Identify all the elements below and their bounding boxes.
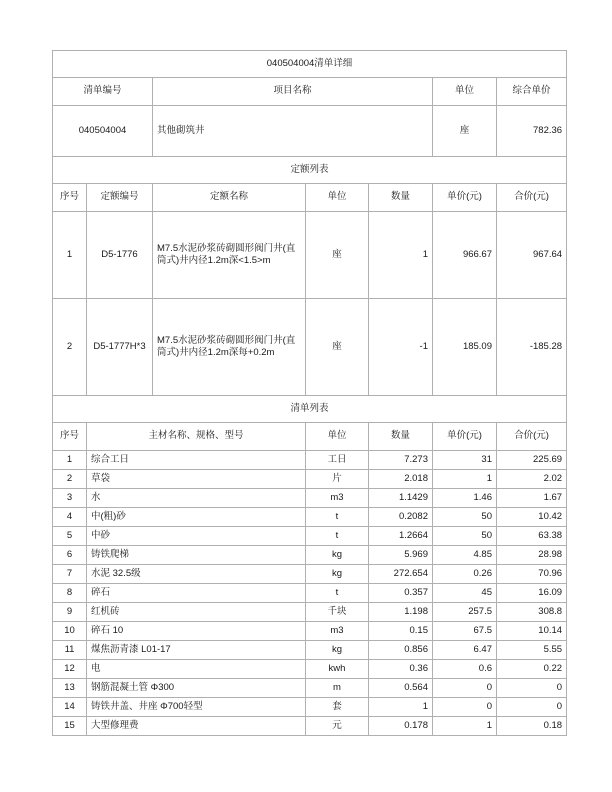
summary-header-name: 项目名称 xyxy=(153,78,433,106)
item-qty: 0.36 xyxy=(369,660,433,679)
table-row xyxy=(53,546,567,565)
item-unit: m3 xyxy=(306,489,369,508)
item-no: 1 xyxy=(53,451,87,470)
quota-header-code: 定额编号 xyxy=(87,184,153,212)
item-unit: m xyxy=(306,679,369,698)
item-name: 草袋 xyxy=(87,470,306,489)
item-name: 碎石 10 xyxy=(87,622,306,641)
item-total: 5.55 xyxy=(497,641,567,660)
document-title: 040504004清单详细 xyxy=(53,51,567,78)
item-name: 水 xyxy=(87,489,306,508)
quota-no: 2 xyxy=(53,299,87,396)
table-row xyxy=(53,527,567,546)
item-no: 3 xyxy=(53,489,87,508)
item-no: 9 xyxy=(53,603,87,622)
quota-unit: 座 xyxy=(306,299,369,396)
item-total: 10.14 xyxy=(497,622,567,641)
summary-data-row xyxy=(53,106,567,157)
item-price: 50 xyxy=(433,508,497,527)
summary-header-row xyxy=(53,78,567,106)
item-qty: 0.2082 xyxy=(369,508,433,527)
list-header-price: 单价(元) xyxy=(433,423,497,451)
quota-header-qty: 数量 xyxy=(369,184,433,212)
item-qty: 1.2664 xyxy=(369,527,433,546)
table-row xyxy=(53,489,567,508)
item-qty: 5.969 xyxy=(369,546,433,565)
table-row xyxy=(53,698,567,717)
list-header-name: 主材名称、规格、型号 xyxy=(87,423,306,451)
table-row xyxy=(53,603,567,622)
item-qty: 0.178 xyxy=(369,717,433,736)
table-body xyxy=(53,51,567,736)
item-name: 综合工日 xyxy=(87,451,306,470)
item-price: 31 xyxy=(433,451,497,470)
quota-qty: 1 xyxy=(369,212,433,299)
item-price: 6.47 xyxy=(433,641,497,660)
summary-unit-price: 782.36 xyxy=(497,106,567,157)
table-row xyxy=(53,641,567,660)
item-unit: 套 xyxy=(306,698,369,717)
item-total: 0 xyxy=(497,679,567,698)
item-total: 225.69 xyxy=(497,451,567,470)
quota-header-price: 单价(元) xyxy=(433,184,497,212)
table-row xyxy=(53,565,567,584)
quota-price: 185.09 xyxy=(433,299,497,396)
item-no: 4 xyxy=(53,508,87,527)
item-no: 15 xyxy=(53,717,87,736)
quota-name: M7.5水泥砂浆砖砌圆形阀门井(直筒式)井内径1.2m深<1.5>m xyxy=(153,212,306,299)
list-header-total: 合价(元) xyxy=(497,423,567,451)
item-name: 中(粗)砂 xyxy=(87,508,306,527)
list-header-row xyxy=(53,423,567,451)
table-row xyxy=(53,717,567,736)
summary-header-code: 清单编号 xyxy=(53,78,153,106)
item-price: 1.46 xyxy=(433,489,497,508)
item-total: 63.38 xyxy=(497,527,567,546)
quota-qty: -1 xyxy=(369,299,433,396)
quota-name: M7.5水泥砂浆砖砌圆形阀门井(直筒式)井内径1.2m深每+0.2m xyxy=(153,299,306,396)
quota-header-unit: 单位 xyxy=(306,184,369,212)
list-header-qty: 数量 xyxy=(369,423,433,451)
item-total: 0.22 xyxy=(497,660,567,679)
item-price: 1 xyxy=(433,470,497,489)
item-total: 28.98 xyxy=(497,546,567,565)
list-header-no: 序号 xyxy=(53,423,87,451)
quota-header-total: 合价(元) xyxy=(497,184,567,212)
item-price: 257.5 xyxy=(433,603,497,622)
item-total: 16.09 xyxy=(497,584,567,603)
item-price: 0.6 xyxy=(433,660,497,679)
item-name: 碎石 xyxy=(87,584,306,603)
item-qty: 0.357 xyxy=(369,584,433,603)
item-qty: 0.564 xyxy=(369,679,433,698)
item-name: 中砂 xyxy=(87,527,306,546)
item-total: 0 xyxy=(497,698,567,717)
list-section-banner-row xyxy=(53,396,567,423)
item-unit: t xyxy=(306,527,369,546)
item-name: 红机砖 xyxy=(87,603,306,622)
item-qty: 1.198 xyxy=(369,603,433,622)
quota-total: 967.64 xyxy=(497,212,567,299)
quota-header-row xyxy=(53,184,567,212)
quota-unit: 座 xyxy=(306,212,369,299)
item-no: 12 xyxy=(53,660,87,679)
item-total: 70.96 xyxy=(497,565,567,584)
document-title-row xyxy=(53,51,567,78)
list-header-unit: 单位 xyxy=(306,423,369,451)
summary-unit: 座 xyxy=(433,106,497,157)
table-row xyxy=(53,584,567,603)
quota-header-name: 定额名称 xyxy=(153,184,306,212)
item-no: 8 xyxy=(53,584,87,603)
item-name: 水泥 32.5级 xyxy=(87,565,306,584)
table-row xyxy=(53,451,567,470)
item-no: 6 xyxy=(53,546,87,565)
table-row xyxy=(53,660,567,679)
table-row xyxy=(53,622,567,641)
item-qty: 0.15 xyxy=(369,622,433,641)
item-qty: 1 xyxy=(369,698,433,717)
item-qty: 0.856 xyxy=(369,641,433,660)
item-price: 1 xyxy=(433,717,497,736)
item-unit: 千块 xyxy=(306,603,369,622)
quota-section-banner: 定额列表 xyxy=(53,157,567,184)
item-price: 4.85 xyxy=(433,546,497,565)
item-no: 11 xyxy=(53,641,87,660)
item-no: 10 xyxy=(53,622,87,641)
item-unit: m3 xyxy=(306,622,369,641)
quota-code: D5-1776 xyxy=(87,212,153,299)
item-price: 67.5 xyxy=(433,622,497,641)
table-row xyxy=(53,679,567,698)
item-price: 0 xyxy=(433,679,497,698)
item-unit: 工日 xyxy=(306,451,369,470)
item-name: 铸铁井盖、井座 Φ700轻型 xyxy=(87,698,306,717)
quota-code: D5-1777H*3 xyxy=(87,299,153,396)
item-total: 1.67 xyxy=(497,489,567,508)
summary-header-unit-price: 综合单价 xyxy=(497,78,567,106)
item-unit: t xyxy=(306,508,369,527)
item-name: 铸铁爬梯 xyxy=(87,546,306,565)
table-row xyxy=(53,299,567,396)
item-no: 5 xyxy=(53,527,87,546)
summary-code: 040504004 xyxy=(53,106,153,157)
item-no: 14 xyxy=(53,698,87,717)
item-unit: kg xyxy=(306,546,369,565)
item-price: 50 xyxy=(433,527,497,546)
list-section-banner: 清单列表 xyxy=(53,396,567,423)
item-total: 10.42 xyxy=(497,508,567,527)
item-name: 电 xyxy=(87,660,306,679)
item-price: 0 xyxy=(433,698,497,717)
item-name: 钢筋混凝土管 Φ300 xyxy=(87,679,306,698)
table-row xyxy=(53,508,567,527)
item-no: 13 xyxy=(53,679,87,698)
quota-total: -185.28 xyxy=(497,299,567,396)
item-qty: 272.654 xyxy=(369,565,433,584)
item-total: 2.02 xyxy=(497,470,567,489)
item-qty: 7.273 xyxy=(369,451,433,470)
item-price: 0.26 xyxy=(433,565,497,584)
quota-price: 966.67 xyxy=(433,212,497,299)
quotation-detail-table xyxy=(52,50,567,736)
item-no: 2 xyxy=(53,470,87,489)
item-name: 大型修理费 xyxy=(87,717,306,736)
item-no: 7 xyxy=(53,565,87,584)
summary-name: 其他砌筑井 xyxy=(153,106,433,157)
item-total: 0.18 xyxy=(497,717,567,736)
item-price: 45 xyxy=(433,584,497,603)
item-unit: 片 xyxy=(306,470,369,489)
table-row xyxy=(53,212,567,299)
item-unit: kwh xyxy=(306,660,369,679)
quota-section-banner-row xyxy=(53,157,567,184)
item-unit: t xyxy=(306,584,369,603)
table-row xyxy=(53,470,567,489)
item-qty: 1.1429 xyxy=(369,489,433,508)
summary-header-unit: 单位 xyxy=(433,78,497,106)
item-unit: 元 xyxy=(306,717,369,736)
quota-header-no: 序号 xyxy=(53,184,87,212)
quota-no: 1 xyxy=(53,212,87,299)
item-total: 308.8 xyxy=(497,603,567,622)
item-qty: 2.018 xyxy=(369,470,433,489)
item-unit: kg xyxy=(306,565,369,584)
item-name: 煤焦沥青漆 L01-17 xyxy=(87,641,306,660)
item-unit: kg xyxy=(306,641,369,660)
